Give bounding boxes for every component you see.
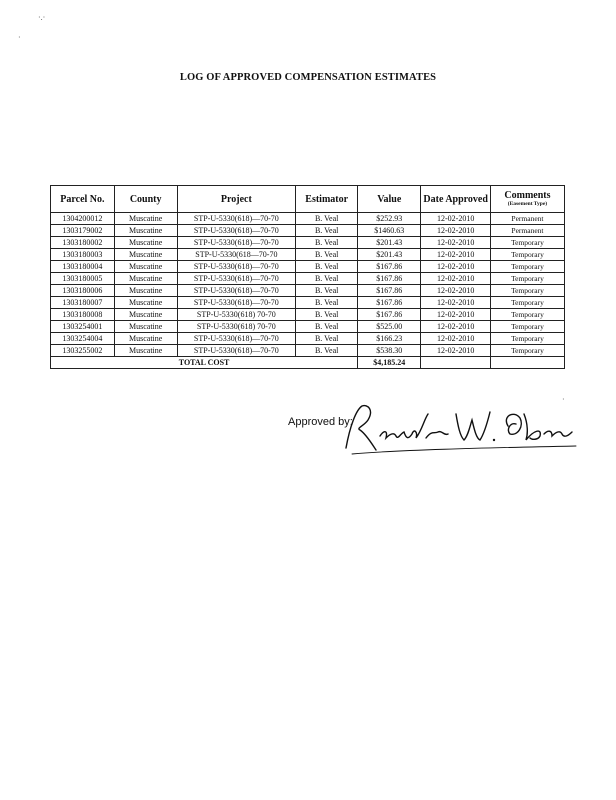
table-row — [51, 273, 565, 285]
cell-county: Muscatine — [114, 225, 177, 237]
cell-date-approved: 12-02-2010 — [421, 249, 491, 261]
cell-estimator: B. Veal — [296, 285, 358, 297]
header-comments-label: Comments — [504, 190, 551, 201]
cell-county: Muscatine — [114, 309, 177, 321]
header-estimator: Estimator — [296, 186, 358, 213]
cell-project: STP-U-5330(618)—70-70 — [177, 297, 296, 309]
cell-date-approved: 12-02-2010 — [421, 261, 491, 273]
cell-project: STP-U-5330(618)—70-70 — [177, 345, 296, 357]
cell-project: STP-U-5330(618)—70-70 — [177, 333, 296, 345]
cell-comment: Temporary — [490, 249, 564, 261]
cell-estimator: B. Veal — [296, 213, 358, 225]
cell-estimator: B. Veal — [296, 261, 358, 273]
cell-value: $167.86 — [358, 297, 421, 309]
cell-county: Muscatine — [114, 237, 177, 249]
table-row — [51, 297, 565, 309]
cell-parcel: 1304200012 — [51, 213, 115, 225]
cell-county: Muscatine — [114, 273, 177, 285]
table-row — [51, 321, 565, 333]
cell-project: STP-U-5330(618) 70-70 — [177, 321, 296, 333]
cell-parcel: 1303180004 — [51, 261, 115, 273]
cell-county: Muscatine — [114, 345, 177, 357]
cell-date-approved: 12-02-2010 — [421, 321, 491, 333]
cell-estimator: B. Veal — [296, 333, 358, 345]
header-value: Value — [358, 186, 421, 213]
cell-date-approved: 12-02-2010 — [421, 237, 491, 249]
total-cost-value: $4,185.24 — [358, 357, 421, 369]
cell-estimator: B. Veal — [296, 225, 358, 237]
scan-speck: ·.· — [38, 13, 46, 22]
compensation-log-table — [50, 185, 565, 369]
scan-speck: · — [18, 33, 21, 42]
header-date-approved: Date Approved — [421, 186, 491, 213]
cell-parcel: 1303254004 — [51, 333, 115, 345]
cell-county: Muscatine — [114, 297, 177, 309]
cell-value: $525.00 — [358, 321, 421, 333]
cell-project: STP-U-5330(618)—70-70 — [177, 213, 296, 225]
cell-value: $166.23 — [358, 333, 421, 345]
cell-parcel: 1303180005 — [51, 273, 115, 285]
cell-project: STP-U-5330(618)—70-70 — [177, 273, 296, 285]
cell-estimator: B. Veal — [296, 249, 358, 261]
header-project: Project — [177, 186, 296, 213]
cell-comment: Temporary — [490, 297, 564, 309]
cell-estimator: B. Veal — [296, 321, 358, 333]
cell-date-approved: 12-02-2010 — [421, 345, 491, 357]
cell-comment: Temporary — [490, 261, 564, 273]
table-body — [51, 213, 565, 357]
table-row — [51, 285, 565, 297]
cell-date-approved: 12-02-2010 — [421, 225, 491, 237]
cell-comment: Permanent — [490, 225, 564, 237]
cell-parcel: 1303180007 — [51, 297, 115, 309]
total-cost-label: TOTAL COST — [51, 357, 358, 369]
cell-project: STP-U-5330(618—70-70 — [177, 249, 296, 261]
table-row — [51, 309, 565, 321]
cell-date-approved: 12-02-2010 — [421, 333, 491, 345]
cell-estimator: B. Veal — [296, 237, 358, 249]
header-county: County — [114, 186, 177, 213]
cell-parcel: 1303180008 — [51, 309, 115, 321]
cell-comment: Temporary — [490, 285, 564, 297]
cell-parcel: 1303180006 — [51, 285, 115, 297]
cell-comment: Temporary — [490, 237, 564, 249]
cell-value: $1460.63 — [358, 225, 421, 237]
cell-comment: Permanent — [490, 213, 564, 225]
cell-comment: Temporary — [490, 321, 564, 333]
total-row — [51, 357, 565, 369]
table-row — [51, 261, 565, 273]
cell-parcel: 1303179002 — [51, 225, 115, 237]
table-row — [51, 249, 565, 261]
table-row — [51, 345, 565, 357]
cell-estimator: B. Veal — [296, 345, 358, 357]
cell-date-approved: 12-02-2010 — [421, 273, 491, 285]
cell-county: Muscatine — [114, 213, 177, 225]
cell-parcel: 1303180003 — [51, 249, 115, 261]
cell-value: $538.30 — [358, 345, 421, 357]
cell-project: STP-U-5330(618)—70-70 — [177, 225, 296, 237]
header-comments — [490, 186, 564, 213]
cell-county: Muscatine — [114, 261, 177, 273]
table-header-row — [51, 186, 565, 213]
total-empty-cell — [421, 357, 491, 369]
cell-project: STP-U-5330(618)—70-70 — [177, 237, 296, 249]
cell-comment: Temporary — [490, 345, 564, 357]
cell-comment: Temporary — [490, 333, 564, 345]
table-row — [51, 237, 565, 249]
cell-project: STP-U-5330(618)—70-70 — [177, 285, 296, 297]
cell-parcel: 1303254001 — [51, 321, 115, 333]
total-empty-cell — [490, 357, 564, 369]
cell-estimator: B. Veal — [296, 297, 358, 309]
table-row — [51, 225, 565, 237]
cell-estimator: B. Veal — [296, 309, 358, 321]
cell-estimator: B. Veal — [296, 273, 358, 285]
cell-project: STP-U-5330(618) 70-70 — [177, 309, 296, 321]
cell-date-approved: 12-02-2010 — [421, 297, 491, 309]
document-title: LOG OF APPROVED COMPENSATION ESTIMATES — [179, 72, 437, 83]
cell-value: $201.43 — [358, 237, 421, 249]
cell-county: Muscatine — [114, 249, 177, 261]
header-parcel: Parcel No. — [51, 186, 115, 213]
cell-county: Muscatine — [114, 333, 177, 345]
cell-value: $252.93 — [358, 213, 421, 225]
cell-date-approved: 12-02-2010 — [421, 213, 491, 225]
cell-value: $167.86 — [358, 261, 421, 273]
cell-county: Muscatine — [114, 321, 177, 333]
approved-by-label: Approved by: — [288, 416, 353, 428]
cell-value: $167.86 — [358, 285, 421, 297]
cell-parcel: 1303255002 — [51, 345, 115, 357]
table-row — [51, 333, 565, 345]
cell-date-approved: 12-02-2010 — [421, 285, 491, 297]
signature-image — [338, 396, 578, 458]
cell-date-approved: 12-02-2010 — [421, 309, 491, 321]
header-comments-subtitle: (Easement Type) — [507, 201, 548, 207]
cell-value: $167.86 — [358, 309, 421, 321]
cell-comment: Temporary — [490, 273, 564, 285]
cell-comment: Temporary — [490, 309, 564, 321]
cell-value: $167.86 — [358, 273, 421, 285]
cell-project: STP-U-5330(618)—70-70 — [177, 261, 296, 273]
scan-speck: · — [562, 395, 565, 404]
table-row — [51, 213, 565, 225]
cell-value: $201.43 — [358, 249, 421, 261]
cell-parcel: 1303180002 — [51, 237, 115, 249]
cell-county: Muscatine — [114, 285, 177, 297]
